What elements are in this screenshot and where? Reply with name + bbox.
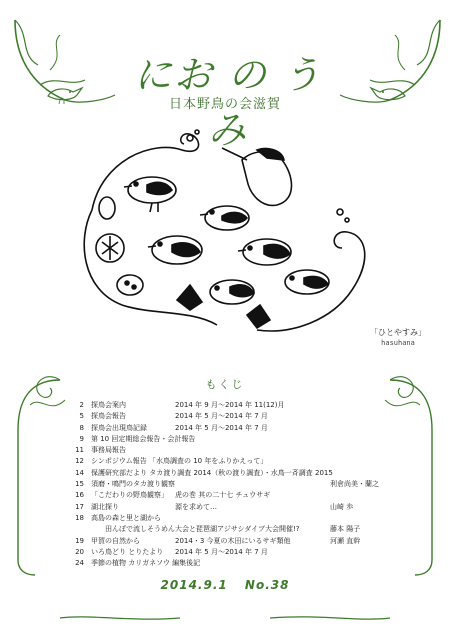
toc-row[interactable] — [72, 490, 392, 501]
issue-date: 2014.9.1 — [160, 578, 228, 592]
toc-title: 第 10 回定期総会報告・会計報告 — [91, 434, 196, 443]
illustration-caption — [358, 327, 438, 349]
toc-title: 甲賀の自然から — [91, 536, 140, 545]
toc-detail: 2014 年 5 月～2014 年 7 月 — [175, 423, 268, 432]
newsletter-logo: にお の うみ — [133, 53, 323, 152]
toc-detail: 虎の巻 其の二十七 チュウサギ — [175, 491, 271, 500]
toc-page: 24 — [75, 559, 84, 568]
toc-row[interactable] — [72, 513, 392, 524]
toc-page: 14 — [75, 468, 84, 477]
toc-title: シンポジウム報告 「水鳥調査の 10 年をふりかえって」 — [91, 457, 268, 466]
toc-detail: 2014・3 今夏の木田にいるサギ類他 — [175, 536, 291, 545]
toc-title: 保護研究部だより タカ渡り調査 2014（秋の渡り調査）・水鳥一斉調査 2015 — [91, 468, 333, 477]
table-of-contents — [72, 400, 392, 569]
toc-detail: 2014 年 5 月～2014 年 7 月 — [175, 412, 268, 421]
toc-row[interactable] — [72, 445, 392, 456]
illustration-title: 「ひとやすみ」 — [370, 328, 426, 337]
toc-author — [330, 411, 392, 422]
toc-author: 藤本 陽子 — [330, 525, 361, 534]
toc-detail: 2014 年 5 月～2014 年 7 月 — [175, 547, 268, 556]
toc-page: 15 — [75, 480, 84, 489]
toc-page: 16 — [75, 491, 84, 500]
toc-row[interactable] — [72, 434, 392, 445]
toc-title: 季節の植物 カリガネソウ 編集後記 — [91, 559, 201, 568]
toc-page: 2 — [79, 401, 84, 409]
toc-page: 5 — [79, 412, 84, 421]
toc-author: 河瀬 直幹 — [330, 536, 361, 545]
toc-author — [330, 490, 392, 501]
toc-row[interactable] — [72, 558, 392, 569]
toc-title: 探鳥会案内 — [91, 401, 126, 409]
toc-author: 山崎 歩 — [330, 502, 354, 511]
toc-row[interactable] — [72, 502, 392, 513]
toc-author — [330, 400, 392, 411]
toc-title: 事務局報告 — [91, 446, 126, 455]
publisher-name: 日本野鳥の会滋賀 — [168, 97, 281, 112]
toc-page: 18 — [75, 513, 84, 522]
toc-page: 12 — [75, 457, 84, 466]
illustration-author: hasuhana — [381, 339, 415, 347]
masthead — [0, 0, 450, 152]
issue-number: No.38 — [244, 578, 290, 592]
contents-heading: もくじ — [205, 378, 245, 391]
toc-title: 湖北探り — [91, 502, 119, 511]
toc-row[interactable] — [72, 547, 392, 558]
toc-row[interactable] — [72, 456, 392, 467]
toc-page: 9 — [79, 434, 84, 443]
toc-author — [330, 423, 392, 434]
toc-title: 須磨・鳴門のタカ渡り観察 — [91, 480, 175, 489]
cover-illustration — [72, 120, 372, 345]
toc-row[interactable] — [72, 479, 392, 490]
toc-title: 高島の森と里と湖から — [91, 513, 161, 522]
toc-author: 利倉尚美・蘭之 — [330, 480, 379, 489]
toc-row[interactable] — [72, 423, 392, 434]
bottom-divider-left — [60, 612, 180, 624]
toc-row[interactable] — [72, 411, 392, 422]
toc-page: 8 — [79, 423, 84, 432]
toc-page — [72, 524, 84, 535]
toc-detail: 2014 年 9 月～2014 年 11(12)月 — [175, 401, 285, 409]
toc-page: 17 — [75, 502, 84, 511]
toc-title: 田んぼで流しそうめん大会と琵琶湖アジサシダイブ大会開催!? — [105, 525, 300, 534]
toc-page: 20 — [75, 547, 84, 556]
issue-info — [0, 578, 450, 592]
toc-row[interactable] — [72, 536, 392, 547]
toc-title: 「こだわりの野鳥観察」 — [91, 491, 168, 500]
toc-detail: 源を求めて… — [175, 502, 217, 511]
toc-row[interactable] — [72, 524, 392, 535]
toc-author — [330, 547, 392, 558]
bottom-divider-right — [270, 612, 390, 624]
bottom-left-flourish — [10, 360, 70, 580]
toc-row[interactable] — [72, 468, 392, 479]
toc-page: 19 — [75, 536, 84, 545]
toc-title: 探鳥会報告 — [91, 412, 126, 421]
toc-title: いろ鳥どり とりたより — [91, 547, 164, 556]
toc-page: 11 — [75, 446, 84, 455]
toc-row[interactable] — [72, 400, 392, 411]
toc-title: 探鳥会出現鳥記録 — [91, 423, 147, 432]
